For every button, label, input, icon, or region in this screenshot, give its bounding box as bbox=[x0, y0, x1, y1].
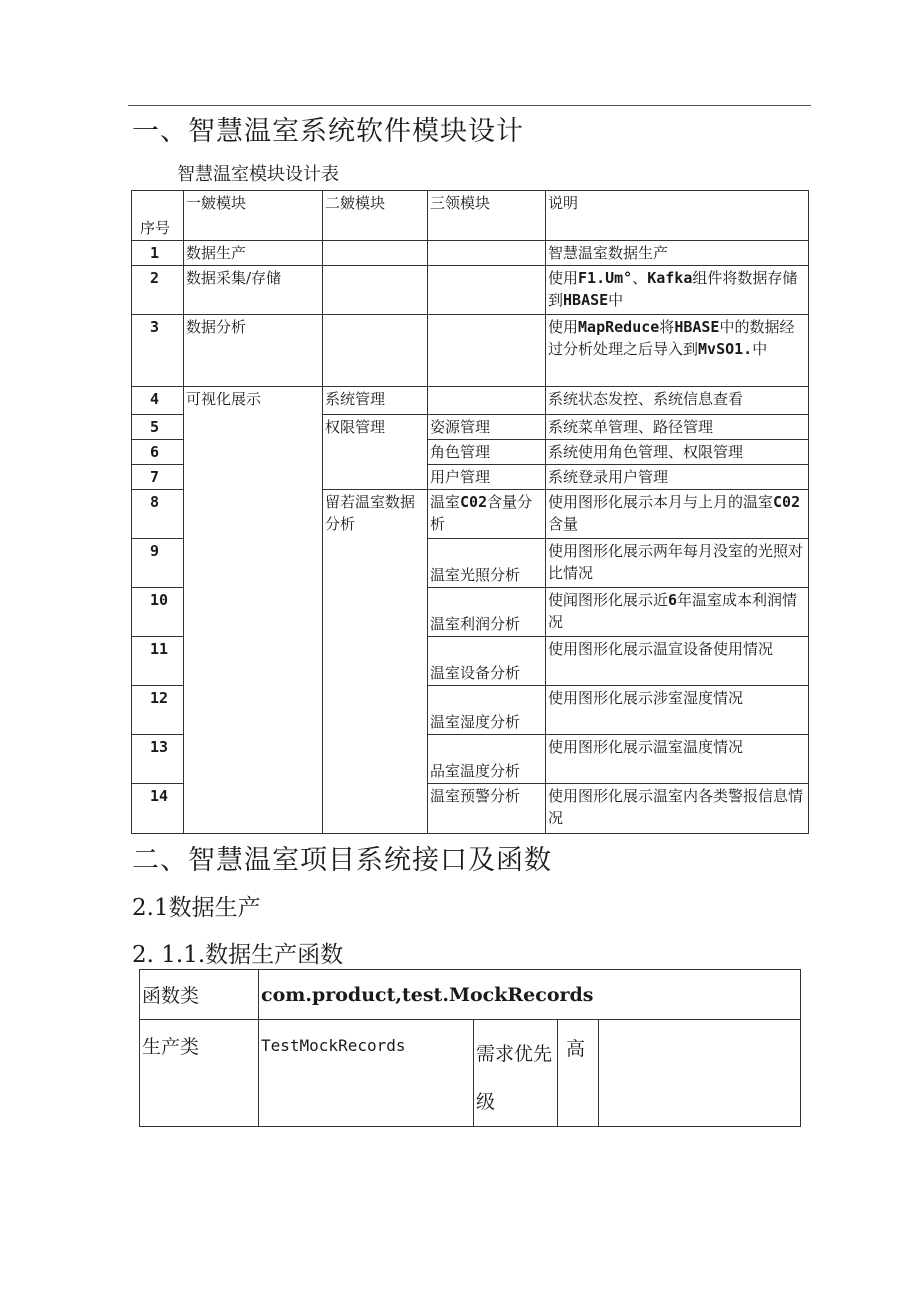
empty-cell bbox=[428, 266, 546, 315]
level3-part: C02 bbox=[460, 493, 488, 511]
level3-cell: 温室利润分析 bbox=[428, 588, 546, 637]
desc-part: MapReduce bbox=[578, 318, 660, 336]
level1-cell: 可视化展示 bbox=[184, 387, 323, 834]
row-num: 13 bbox=[132, 735, 184, 784]
table-row bbox=[132, 241, 809, 266]
desc-part: 将 bbox=[659, 318, 675, 336]
level3-cell: 角色管理 bbox=[428, 440, 546, 465]
row-num: 11 bbox=[132, 637, 184, 686]
desc-cell bbox=[546, 315, 809, 387]
desc-part: 使用 bbox=[548, 318, 579, 336]
level1-cell: 数据分析 bbox=[184, 315, 323, 387]
level3-cell: 温室湿度分析 bbox=[428, 686, 546, 735]
row-num: 1 bbox=[132, 241, 184, 266]
row-num: 5 bbox=[132, 415, 184, 440]
empty-cell bbox=[428, 315, 546, 387]
empty-cell bbox=[323, 241, 428, 266]
desc-part: 使用图形化展示本月与上月的温室 bbox=[548, 493, 774, 511]
table-caption: 智慧温室模块设计表 bbox=[177, 164, 339, 185]
desc-cell: 使用图形化展示两年每月没室的光照对比情况 bbox=[546, 539, 809, 588]
desc-part: 组件将数据存储到 bbox=[548, 269, 798, 309]
desc-part: 中 bbox=[608, 291, 624, 309]
level3-cell: 温室设备分析 bbox=[428, 637, 546, 686]
row-num: 7 bbox=[132, 465, 184, 490]
function-class-label: 函数类 bbox=[140, 970, 259, 1020]
desc-cell: 系统使用角色管理、权限管理 bbox=[546, 440, 809, 465]
header-level2: 二皴模块 bbox=[323, 191, 428, 241]
empty-cell bbox=[428, 241, 546, 266]
desc-part: 中的数据经过分析处理之后导入到 bbox=[548, 318, 795, 358]
desc-cell: 系统登录用户管理 bbox=[546, 465, 809, 490]
empty-cell bbox=[323, 315, 428, 387]
desc-part: F1.Um° bbox=[578, 269, 633, 287]
top-rule bbox=[128, 105, 811, 106]
header-level3: 三领模块 bbox=[428, 191, 546, 241]
desc-cell: 系统菜单管理、路径管理 bbox=[546, 415, 809, 440]
priority-label: 需求优先级 bbox=[474, 1020, 558, 1127]
level3-cell: 品室温度分析 bbox=[428, 735, 546, 784]
desc-cell bbox=[546, 266, 809, 315]
producer-label: 生产类 bbox=[140, 1020, 259, 1127]
function-class-value: com.product,test.MockRecords bbox=[259, 970, 801, 1020]
desc-cell: 使用图形化展示温室温度情况 bbox=[546, 735, 809, 784]
desc-part: 使闻图形化展示近 bbox=[548, 591, 669, 609]
section-2-1-1-heading: 2. 1.1.数据生产函数 bbox=[132, 942, 344, 968]
desc-part: 年温室成本利润情况 bbox=[548, 591, 798, 631]
desc-part: HBASE bbox=[674, 318, 720, 336]
desc-part: 、 bbox=[632, 269, 648, 287]
row-num: 2 bbox=[132, 266, 184, 315]
desc-cell bbox=[546, 588, 809, 637]
desc-part: 使用 bbox=[548, 269, 579, 287]
level2-cell: 系统管理 bbox=[323, 387, 428, 415]
section-2-1-heading: 2.1数据生产 bbox=[132, 895, 261, 921]
level3-cell bbox=[428, 490, 546, 539]
table-header-row bbox=[132, 191, 809, 241]
function-class-row bbox=[140, 970, 801, 1020]
desc-cell: 智慧温室数据生产 bbox=[546, 241, 809, 266]
level3-cell: 温室光照分析 bbox=[428, 539, 546, 588]
row-num: 4 bbox=[132, 387, 184, 415]
desc-part: Kafka bbox=[647, 269, 693, 287]
desc-part: 含量 bbox=[548, 515, 579, 533]
row-num: 14 bbox=[132, 784, 184, 834]
row-num: 6 bbox=[132, 440, 184, 465]
desc-cell bbox=[546, 490, 809, 539]
desc-cell: 使用图形化展示温宣设备使用情况 bbox=[546, 637, 809, 686]
module-design-table bbox=[131, 190, 809, 834]
row-num: 10 bbox=[132, 588, 184, 637]
desc-part: 6 bbox=[668, 591, 678, 609]
table-row bbox=[132, 266, 809, 315]
empty-cell bbox=[428, 387, 546, 415]
row-num: 9 bbox=[132, 539, 184, 588]
level3-part: 温室 bbox=[430, 493, 461, 511]
level3-cell: 温室预警分析 bbox=[428, 784, 546, 834]
level3-cell: 姿源管理 bbox=[428, 415, 546, 440]
row-num: 12 bbox=[132, 686, 184, 735]
desc-part: 中 bbox=[752, 340, 768, 358]
desc-part: C02 bbox=[773, 493, 801, 511]
desc-part: HBASE bbox=[563, 291, 609, 309]
header-level1: 一皴模块 bbox=[184, 191, 323, 241]
row-num: 3 bbox=[132, 315, 184, 387]
function-table bbox=[139, 969, 801, 1127]
desc-cell: 使用图形化展示温室内各类警报信息情况 bbox=[546, 784, 809, 834]
desc-cell: 使用图形化展示涉室湿度情况 bbox=[546, 686, 809, 735]
level1-cell: 数据生产 bbox=[184, 241, 323, 266]
header-desc: 说明 bbox=[546, 191, 809, 241]
level3-cell: 用户管理 bbox=[428, 465, 546, 490]
level2-cell: 留若温室数据分析 bbox=[323, 490, 428, 834]
table-row bbox=[132, 315, 809, 387]
level1-cell: 数据采集/存储 bbox=[184, 266, 323, 315]
table-row bbox=[132, 387, 809, 415]
section-1-heading: 一、智慧温室系统软件模块设计 bbox=[132, 116, 524, 147]
empty-cell bbox=[323, 266, 428, 315]
empty-cell bbox=[599, 1020, 801, 1127]
priority-value: 高 bbox=[558, 1020, 599, 1127]
level3-part: 含量分析 bbox=[430, 493, 533, 533]
desc-part: MvSO1. bbox=[698, 340, 753, 358]
header-num: 序号 bbox=[132, 191, 184, 241]
producer-row bbox=[140, 1020, 801, 1127]
desc-cell: 系统状态发控、系统信息查看 bbox=[546, 387, 809, 415]
section-2-heading: 二、智慧温室项目系统接口及函数 bbox=[132, 845, 552, 876]
level2-cell: 权限管理 bbox=[323, 415, 428, 490]
producer-value: TestMockRecords bbox=[259, 1020, 474, 1127]
row-num: 8 bbox=[132, 490, 184, 539]
